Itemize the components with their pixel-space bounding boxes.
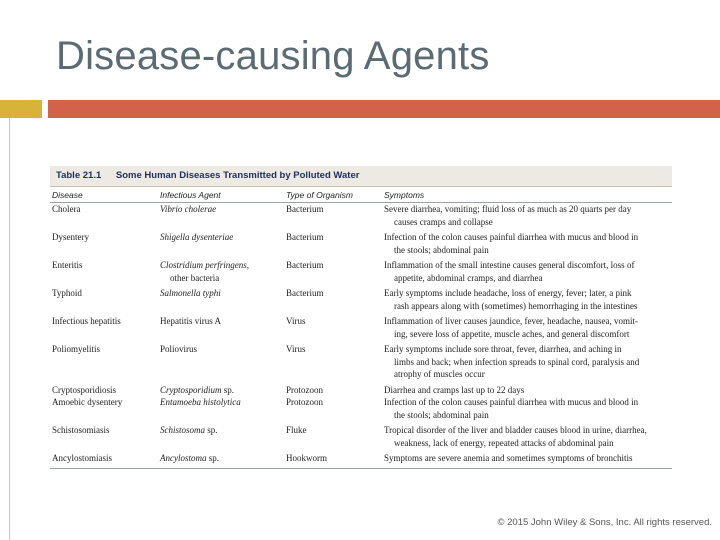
agent-name: Hepatitis virus A: [160, 316, 221, 326]
symptoms-line-continued: appetite, abdominal cramps, and diarrhea: [394, 272, 543, 283]
cell-disease: Ancylostomiasis: [50, 449, 158, 468]
symptoms-line: Severe diarrhea, vomiting; fluid loss of as much as 20 quarts per day: [384, 204, 632, 214]
cell-infectious-agent: [158, 284, 284, 312]
cell-organism-type: Protozoon: [286, 384, 323, 395]
symptoms-line-continued: ing, severe loss of appetite, muscle aches, and general discomfort: [394, 328, 630, 339]
table-row: [50, 396, 672, 421]
cell-disease: Enteritis: [52, 260, 83, 270]
cell-infectious-agent: [158, 256, 284, 284]
symptoms-line-continued: limbs and back; when infection spreads to spinal cord, paralysis and: [394, 356, 640, 367]
cell-infectious-agent: [158, 228, 284, 256]
cell-organism-type: Bacterium: [286, 204, 324, 214]
accent-square: [0, 100, 42, 118]
symptoms-line: Diarrhea and cramps last up to 22 days: [384, 384, 525, 395]
table-row: [50, 256, 672, 284]
cell-infectious-agent: [158, 449, 284, 468]
table-row: [50, 284, 672, 312]
cell-symptoms: [382, 449, 672, 468]
header-infectious-agent: Infectious Agent: [158, 187, 284, 203]
agent-name: sp.: [206, 453, 220, 463]
agent-name-italic: Salmonella typhi: [160, 288, 221, 298]
table-row: [50, 228, 672, 256]
cell-disease: Amoebic dysentery: [52, 397, 123, 407]
cell-organism-type: Virus: [286, 316, 306, 326]
cell-symptoms: [382, 228, 672, 256]
cell-disease: Cryptosporidiosis: [52, 384, 117, 395]
copyright-notice: © 2015 John Wiley & Sons, Inc. All rights reserved.: [497, 517, 712, 528]
agent-name-italic: Clostridium perfringens,: [160, 260, 250, 270]
table-row: [50, 381, 672, 397]
slide-title: Disease-causing Agents: [56, 34, 490, 78]
cell-disease: Typhoid: [52, 288, 82, 298]
cell-disease: Dysentery: [52, 232, 89, 242]
cell-symptoms: [382, 396, 672, 421]
cell-symptoms: [382, 312, 672, 340]
symptoms-line: Early symptoms include headache, loss of energy, fever; later, a pink: [384, 288, 632, 298]
cell-disease: Infectious hepatitis: [52, 316, 121, 326]
table-row: [50, 203, 672, 229]
cell-disease: Cholera: [52, 204, 81, 214]
agent-name-italic: Schistosoma: [160, 425, 205, 435]
agent-name-continued: other bacteria: [170, 272, 220, 283]
agent-name-italic: Cryptosporidium: [160, 384, 222, 395]
agent-name-italic: Vibrio cholerae: [160, 204, 217, 214]
symptoms-line: Inflammation of liver causes jaundice, fever, headache, nausea, vomit-: [384, 316, 639, 326]
agent-name: Poliovirus: [160, 344, 198, 354]
header-type-of-organism: Type of Organism: [284, 187, 382, 203]
agent-name-italic: Entamoeba histolytica: [160, 397, 241, 407]
symptoms-line-continued: causes cramps and collapse: [394, 216, 493, 227]
cell-infectious-agent: [158, 421, 284, 449]
cell-organism-type: Protozoon: [286, 397, 323, 407]
table-body: [50, 203, 672, 469]
symptoms-line-continued: the stools; abdominal pain: [394, 409, 489, 420]
cell-infectious-agent: [158, 381, 284, 397]
cell-organism-type: Bacterium: [286, 260, 324, 270]
cell-organism-type: Virus: [286, 344, 306, 354]
table-caption: [50, 166, 672, 187]
disease-table-figure: [50, 166, 672, 469]
cell-symptoms: [382, 381, 672, 397]
symptoms-line-continued: atrophy of muscles occur: [394, 369, 485, 379]
symptoms-line-continued: weakness, lack of energy, repeated attacks of abdominal pain: [394, 437, 614, 448]
agent-name: sp.: [205, 425, 218, 435]
agent-name-italic: Shigella dysenteriae: [160, 232, 234, 242]
cell-organism-type: Bacterium: [286, 288, 324, 298]
cell-infectious-agent: [158, 340, 284, 381]
cell-symptoms: [382, 421, 672, 449]
table-row: [50, 421, 672, 449]
symptoms-line: Early symptoms include sore throat, fever, diarrhea, and aching in: [384, 344, 622, 354]
accent-bar: [48, 100, 720, 118]
agent-name: sp.: [221, 384, 235, 395]
cell-symptoms: [382, 340, 672, 381]
symptoms-line: Inflammation of the small intestine causes general discomfort, loss of: [384, 260, 635, 270]
left-divider-line: [9, 118, 10, 540]
table-header-row: [50, 187, 672, 203]
cell-infectious-agent: [158, 203, 284, 229]
cell-symptoms: [382, 284, 672, 312]
header-disease: Disease: [50, 187, 158, 203]
table-row: [50, 340, 672, 381]
cell-infectious-agent: [158, 396, 284, 421]
cell-symptoms: [382, 256, 672, 284]
agent-name-italic: Ancylostoma: [160, 453, 207, 463]
table-row: [50, 449, 672, 468]
symptoms-line: Symptoms are severe anemia and sometimes symptoms of bronchitis: [384, 453, 633, 463]
table-row: [50, 312, 672, 340]
table-title: Some Human Diseases Transmitted by Polluted Water: [115, 170, 360, 181]
table-number: Table 21.1: [56, 170, 102, 181]
symptoms-line: Tropical disorder of the liver and bladder causes blood in urine, diarrhea,: [384, 425, 647, 435]
cell-organism-type: Fluke: [286, 425, 307, 435]
cell-disease: Schistosomiasis: [52, 425, 110, 435]
cell-organism-type: Hookworm: [284, 449, 382, 468]
symptoms-line-continued: rash appears along with (sometimes) hemorrhaging in the intestines: [394, 300, 638, 311]
cell-infectious-agent: [158, 312, 284, 340]
disease-table: [50, 187, 672, 469]
cell-organism-type: Bacterium: [286, 232, 324, 242]
symptoms-line: Infection of the colon causes painful diarrhea with mucus and blood in: [384, 232, 639, 242]
header-symptoms: Symptoms: [382, 187, 672, 203]
cell-symptoms: [382, 203, 672, 229]
symptoms-line-continued: the stools; abdominal pain: [394, 244, 489, 255]
cell-disease: Poliomyelitis: [52, 344, 101, 354]
symptoms-line: Infection of the colon causes painful diarrhea with mucus and blood in: [384, 397, 639, 407]
